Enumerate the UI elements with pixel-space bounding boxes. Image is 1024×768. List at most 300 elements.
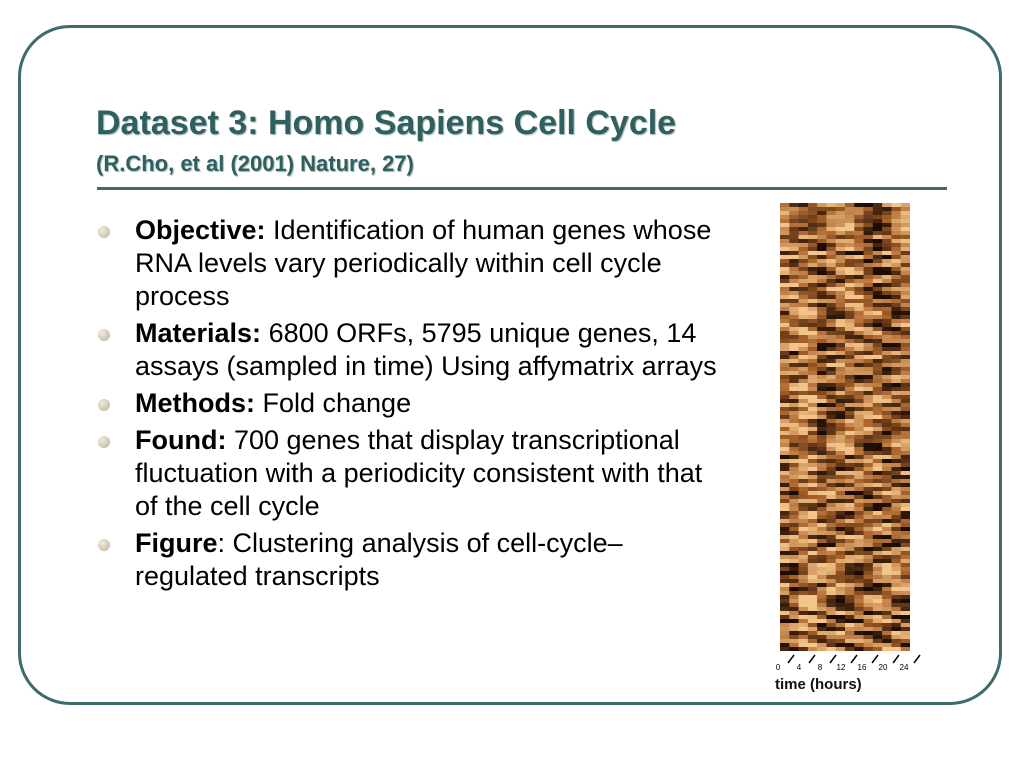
heatmap-cell — [901, 507, 910, 511]
heatmap-cell — [808, 323, 818, 327]
heatmap-cell — [817, 415, 827, 419]
heatmap-cell — [799, 263, 809, 267]
heatmap-cell — [826, 435, 836, 439]
heatmap-cell — [873, 207, 883, 211]
heatmap-cell — [799, 535, 809, 539]
slide-title: Dataset 3: Homo Sapiens Cell Cycle — [96, 104, 677, 142]
heatmap-cell — [780, 555, 790, 559]
heatmap-cell — [836, 487, 846, 491]
heatmap-cell — [808, 399, 818, 403]
heatmap-cell — [864, 327, 874, 331]
heatmap-cell — [789, 243, 799, 247]
heatmap-cell — [901, 603, 910, 607]
heatmap-cell — [845, 243, 855, 247]
heatmap-cell — [882, 263, 892, 267]
heatmap-cell — [808, 563, 818, 567]
heatmap-cell — [799, 411, 809, 415]
heatmap-cell — [817, 543, 827, 547]
heatmap-cell — [808, 543, 818, 547]
heatmap-cell — [817, 367, 827, 371]
heatmap-cell — [789, 587, 799, 591]
heatmap-cell — [808, 407, 818, 411]
heatmap-cell — [901, 235, 910, 239]
heatmap-cell — [789, 531, 799, 535]
heatmap-cell — [854, 475, 864, 479]
heatmap-cell — [864, 375, 874, 379]
heatmap-cell — [873, 431, 883, 435]
heatmap-cell — [836, 291, 846, 295]
heatmap-cell — [808, 639, 818, 643]
heatmap-cell — [780, 515, 790, 519]
heatmap-cell — [799, 439, 809, 443]
heatmap-cell — [901, 431, 910, 435]
heatmap-cell — [826, 359, 836, 363]
heatmap-cell — [891, 615, 901, 619]
heatmap-cell — [808, 243, 818, 247]
heatmap-cell — [845, 275, 855, 279]
heatmap-cell — [891, 455, 901, 459]
heatmap-cell — [864, 483, 874, 487]
heatmap-cell — [826, 531, 836, 535]
heatmap-cell — [789, 595, 799, 599]
heatmap-cell — [817, 399, 827, 403]
heatmap-cell — [799, 435, 809, 439]
heatmap-cell — [817, 559, 827, 563]
heatmap-cell — [873, 451, 883, 455]
time-tick-labels — [772, 663, 932, 673]
heatmap-cell — [864, 583, 874, 587]
heatmap-cell — [799, 335, 809, 339]
heatmap-cell — [901, 323, 910, 327]
heatmap-cell — [836, 239, 846, 243]
heatmap-cell — [817, 495, 827, 499]
heatmap-cell — [873, 279, 883, 283]
heatmap-cell — [817, 279, 827, 283]
heatmap-cell — [891, 559, 901, 563]
heatmap-cell — [882, 227, 892, 231]
heatmap-cell — [901, 615, 910, 619]
heatmap-cell — [799, 519, 809, 523]
heatmap-cell — [845, 367, 855, 371]
heatmap-cell — [864, 307, 874, 311]
heatmap-cell — [891, 631, 901, 635]
heatmap-cell — [891, 399, 901, 403]
heatmap-cell — [826, 399, 836, 403]
heatmap-cell — [808, 303, 818, 307]
heatmap-cell — [882, 515, 892, 519]
heatmap-cell — [882, 443, 892, 447]
heatmap-cell — [817, 287, 827, 291]
heatmap-cell — [808, 347, 818, 351]
heatmap-cell — [873, 567, 883, 571]
heatmap-cell — [873, 639, 883, 643]
heatmap-cell — [891, 327, 901, 331]
heatmap-cell — [901, 283, 910, 287]
heatmap-cell — [808, 327, 818, 331]
heatmap-cell — [901, 599, 910, 603]
heatmap-cell — [873, 303, 883, 307]
heatmap-cell — [882, 235, 892, 239]
heatmap-cell — [808, 611, 818, 615]
heatmap-cell — [817, 467, 827, 471]
heatmap-cell — [873, 223, 883, 227]
heatmap-cell — [799, 363, 809, 367]
heatmap-cell — [873, 603, 883, 607]
heatmap-cell — [854, 243, 864, 247]
heatmap-cell — [901, 463, 910, 467]
heatmap-cell — [845, 603, 855, 607]
heatmap-cell — [864, 487, 874, 491]
heatmap-cell — [854, 327, 864, 331]
heatmap-cell — [882, 283, 892, 287]
heatmap-cell — [826, 335, 836, 339]
heatmap-cell — [891, 427, 901, 431]
heatmap-cell — [845, 443, 855, 447]
heatmap-cell — [873, 411, 883, 415]
heatmap-cell — [845, 371, 855, 375]
heatmap-cell — [891, 411, 901, 415]
heatmap-cell — [873, 519, 883, 523]
heatmap-cell — [854, 391, 864, 395]
heatmap-cell — [845, 595, 855, 599]
heatmap-cell — [826, 607, 836, 611]
heatmap-cell — [882, 351, 892, 355]
heatmap-cell — [826, 215, 836, 219]
heatmap-cell — [901, 395, 910, 399]
heatmap-cell — [826, 267, 836, 271]
heatmap-cell — [873, 575, 883, 579]
heatmap-cell — [780, 267, 790, 271]
heatmap-cell — [901, 531, 910, 535]
heatmap-cell — [780, 635, 790, 639]
heatmap-cell — [845, 567, 855, 571]
heatmap-cell — [901, 575, 910, 579]
heatmap-cell — [854, 579, 864, 583]
heatmap-cell — [826, 331, 836, 335]
heatmap-cell — [799, 607, 809, 611]
heatmap-cell — [789, 455, 799, 459]
heatmap-cell — [799, 235, 809, 239]
heatmap-cell — [901, 643, 910, 647]
heatmap-cell — [836, 351, 846, 355]
heatmap-cell — [780, 231, 790, 235]
heatmap-cell — [882, 603, 892, 607]
heatmap-cell — [891, 479, 901, 483]
heatmap-cell — [882, 539, 892, 543]
heatmap-cell — [836, 471, 846, 475]
heatmap-cell — [817, 499, 827, 503]
heatmap-cell — [836, 515, 846, 519]
heatmap-cell — [864, 531, 874, 535]
heatmap-cell — [891, 407, 901, 411]
heatmap-cell — [799, 423, 809, 427]
heatmap-cell — [789, 255, 799, 259]
heatmap-cell — [864, 247, 874, 251]
heatmap-cell — [901, 271, 910, 275]
heatmap-cell — [826, 511, 836, 515]
heatmap-cell — [836, 287, 846, 291]
heatmap-cell — [854, 431, 864, 435]
heatmap-cell — [826, 303, 836, 307]
heatmap-cell — [882, 407, 892, 411]
heatmap-cell — [780, 311, 790, 315]
heatmap-cell — [817, 611, 827, 615]
heatmap-cell — [845, 507, 855, 511]
heatmap-cell — [873, 219, 883, 223]
heatmap-cell — [901, 367, 910, 371]
heatmap-cell — [817, 343, 827, 347]
heatmap-cell — [780, 435, 790, 439]
heatmap-cell — [873, 631, 883, 635]
heatmap-cell — [836, 295, 846, 299]
heatmap-cell — [873, 367, 883, 371]
heatmap-cell — [808, 235, 818, 239]
heatmap-cell — [845, 487, 855, 491]
heatmap-cell — [891, 623, 901, 627]
heatmap-cell — [854, 331, 864, 335]
heatmap-cell — [882, 511, 892, 515]
heatmap-cell — [864, 523, 874, 527]
heatmap-cell — [901, 355, 910, 359]
heatmap-cell — [780, 547, 790, 551]
heatmap-cell — [826, 363, 836, 367]
heatmap-cell — [901, 411, 910, 415]
heatmap-cell — [891, 271, 901, 275]
heatmap-cell — [854, 575, 864, 579]
heatmap-cell — [826, 231, 836, 235]
heatmap-cell — [864, 351, 874, 355]
heatmap-cell — [799, 595, 809, 599]
heatmap-cell — [826, 259, 836, 263]
heatmap-cell — [854, 359, 864, 363]
heatmap-cell — [808, 519, 818, 523]
heatmap-cell — [808, 423, 818, 427]
tick-label: 4 — [796, 663, 802, 672]
heatmap-cell — [891, 523, 901, 527]
heatmap-cell — [836, 403, 846, 407]
heatmap-cell — [845, 535, 855, 539]
heatmap-cell — [799, 615, 809, 619]
heatmap-cell — [873, 495, 883, 499]
heatmap-cell — [873, 635, 883, 639]
heatmap-cell — [854, 551, 864, 555]
heatmap-cell — [780, 271, 790, 275]
heatmap-cell — [901, 307, 910, 311]
heatmap-cell — [845, 219, 855, 223]
heatmap-cell — [808, 471, 818, 475]
heatmap-cell — [780, 467, 790, 471]
heatmap-cell — [854, 563, 864, 567]
heatmap-cell — [789, 459, 799, 463]
heatmap-cell — [789, 567, 799, 571]
heatmap-cell — [854, 555, 864, 559]
heatmap-cell — [901, 291, 910, 295]
heatmap-cell — [789, 451, 799, 455]
heatmap-cell — [780, 299, 790, 303]
heatmap-cell — [799, 559, 809, 563]
heatmap-cell — [826, 299, 836, 303]
heatmap-cell — [873, 255, 883, 259]
heatmap-cell — [873, 259, 883, 263]
heatmap-cell — [845, 327, 855, 331]
heatmap-cell — [845, 423, 855, 427]
heatmap-cell — [854, 251, 864, 255]
heatmap-cell — [836, 507, 846, 511]
heatmap-cell — [808, 359, 818, 363]
heatmap-cell — [854, 323, 864, 327]
heatmap-cell — [789, 575, 799, 579]
heatmap-cell — [891, 515, 901, 519]
heatmap-cell — [817, 483, 827, 487]
heatmap-cell — [836, 423, 846, 427]
heatmap-cell — [808, 295, 818, 299]
heatmap-cell — [808, 231, 818, 235]
heatmap-cell — [845, 495, 855, 499]
heatmap-cell — [789, 603, 799, 607]
heatmap-cell — [891, 391, 901, 395]
heatmap-cell — [836, 575, 846, 579]
heatmap-cell — [808, 247, 818, 251]
heatmap-cell — [808, 495, 818, 499]
heatmap-cell — [891, 275, 901, 279]
heatmap-cell — [817, 439, 827, 443]
heatmap-cell — [817, 231, 827, 235]
heatmap-cell — [864, 231, 874, 235]
heatmap-cell — [901, 315, 910, 319]
heatmap-cell — [799, 279, 809, 283]
heatmap-cell — [836, 391, 846, 395]
heatmap-cell — [808, 547, 818, 551]
heatmap-cell — [882, 619, 892, 623]
bullet-label: Methods: — [135, 388, 255, 418]
heatmap-cell — [873, 327, 883, 331]
heatmap-cell — [836, 335, 846, 339]
heatmap-cell — [864, 643, 874, 647]
heatmap-cell — [882, 575, 892, 579]
heatmap-cell — [901, 579, 910, 583]
heatmap-cell — [882, 395, 892, 399]
heatmap-cell — [891, 579, 901, 583]
heatmap-cell — [817, 567, 827, 571]
heatmap-cell — [845, 323, 855, 327]
heatmap-cell — [901, 275, 910, 279]
heatmap-cell — [891, 323, 901, 327]
heatmap-cell — [854, 427, 864, 431]
heatmap-cell — [891, 603, 901, 607]
heatmap-cell — [789, 219, 799, 223]
heatmap-cell — [780, 475, 790, 479]
heatmap-cell — [901, 387, 910, 391]
heatmap-cell — [845, 479, 855, 483]
heatmap-cell — [854, 471, 864, 475]
heatmap-cell — [845, 307, 855, 311]
heatmap-cell — [817, 419, 827, 423]
heatmap-cell — [901, 419, 910, 423]
heatmap-cell — [882, 391, 892, 395]
heatmap-cell — [854, 595, 864, 599]
heatmap-cell — [826, 279, 836, 283]
heatmap-cell — [845, 263, 855, 267]
heatmap-cell — [891, 527, 901, 531]
heatmap-cell — [780, 243, 790, 247]
heatmap-cell — [780, 579, 790, 583]
heatmap-cell — [789, 363, 799, 367]
heatmap-cell — [864, 459, 874, 463]
heatmap-cell — [826, 579, 836, 583]
heatmap-cell — [864, 591, 874, 595]
heatmap-cell — [854, 259, 864, 263]
heatmap-cell — [826, 615, 836, 619]
heatmap-cell — [817, 643, 827, 647]
heatmap-cell — [882, 295, 892, 299]
heatmap-cell — [799, 267, 809, 271]
heatmap-cell — [817, 371, 827, 375]
heatmap-cell — [817, 255, 827, 259]
heatmap-cell — [780, 323, 790, 327]
heatmap-cell — [780, 387, 790, 391]
heatmap-cell — [882, 567, 892, 571]
heatmap-cell — [826, 547, 836, 551]
heatmap-cell — [891, 439, 901, 443]
heatmap-cell — [836, 563, 846, 567]
heatmap-cell — [864, 607, 874, 611]
heatmap-cell — [808, 643, 818, 647]
heatmap-cell — [817, 583, 827, 587]
heatmap-cell — [780, 375, 790, 379]
heatmap-cell — [873, 347, 883, 351]
heatmap-cell — [864, 479, 874, 483]
heatmap-cell — [836, 543, 846, 547]
heatmap-cell — [854, 623, 864, 627]
heatmap-cell — [808, 343, 818, 347]
heatmap-cell — [799, 251, 809, 255]
heatmap-cell — [901, 523, 910, 527]
heatmap-cell — [826, 247, 836, 251]
heatmap-cell — [873, 371, 883, 375]
heatmap-cell — [882, 383, 892, 387]
heatmap-cell — [901, 555, 910, 559]
heatmap-cell — [799, 343, 809, 347]
heatmap-cell — [836, 483, 846, 487]
heatmap-cell — [789, 203, 799, 207]
heatmap-cell — [891, 371, 901, 375]
heatmap-cell — [864, 223, 874, 227]
heatmap-cell — [826, 595, 836, 599]
heatmap-cell — [873, 599, 883, 603]
heatmap-cell — [817, 403, 827, 407]
heatmap-cell — [891, 255, 901, 259]
heatmap-cell — [891, 303, 901, 307]
heatmap-cell — [836, 223, 846, 227]
heatmap-cell — [826, 327, 836, 331]
heatmap-cell — [799, 247, 809, 251]
heatmap-cell — [864, 579, 874, 583]
heatmap-cell — [882, 359, 892, 363]
heatmap-cell — [873, 315, 883, 319]
heatmap-cell — [854, 355, 864, 359]
heatmap-cell — [817, 363, 827, 367]
heatmap-cell — [780, 347, 790, 351]
heatmap-cell — [808, 475, 818, 479]
heatmap-cell — [826, 599, 836, 603]
heatmap-cell — [808, 223, 818, 227]
heatmap-cell — [873, 203, 883, 207]
heatmap-cell — [780, 599, 790, 603]
heatmap-cell — [901, 571, 910, 575]
heatmap-cell — [808, 531, 818, 535]
heatmap-cell — [901, 251, 910, 255]
heatmap-cell — [891, 491, 901, 495]
